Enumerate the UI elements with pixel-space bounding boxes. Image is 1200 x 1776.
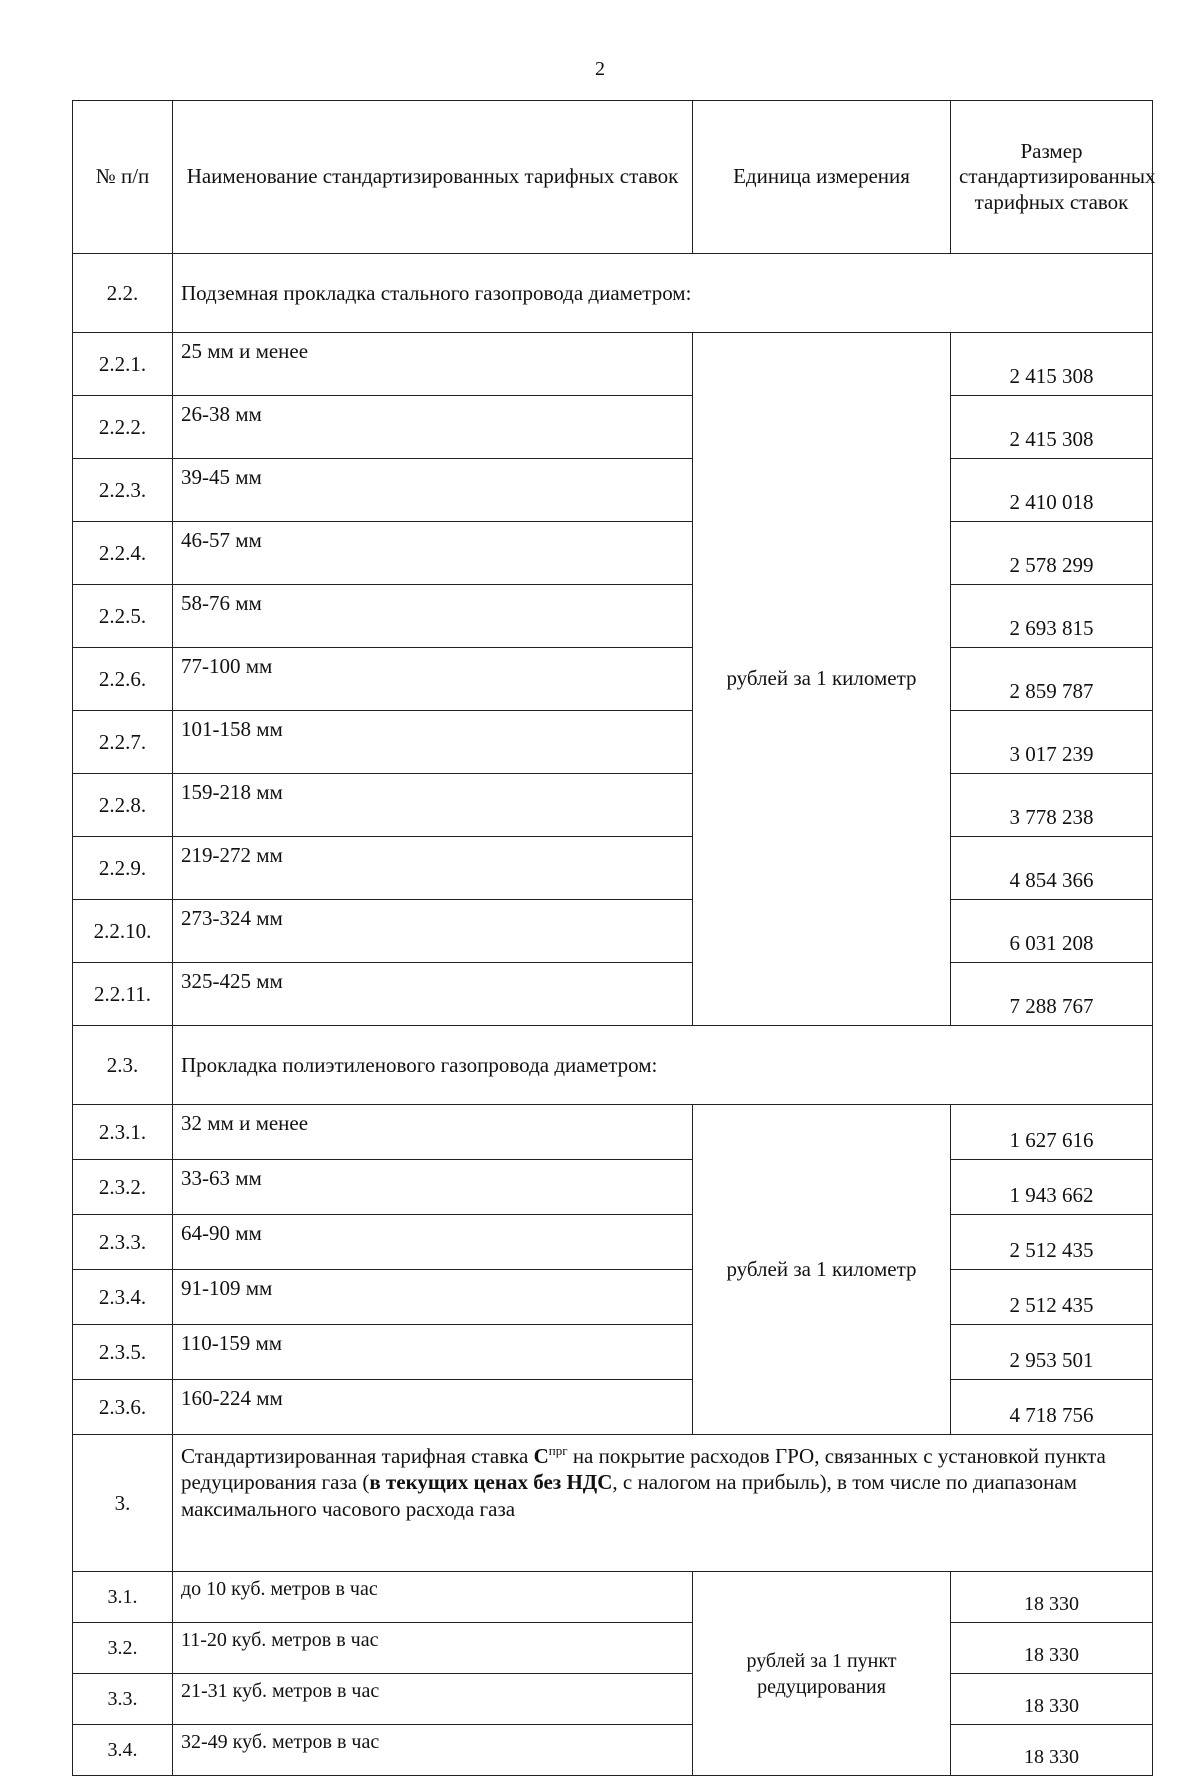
section-3-description [173, 1435, 1153, 1572]
row-name: 273-324 мм [173, 900, 693, 963]
row-number: 2.3.4. [73, 1270, 173, 1325]
row-number: 2.3.3. [73, 1215, 173, 1270]
row-number: 2.2.10. [73, 900, 173, 963]
row-name: 325-425 мм [173, 963, 693, 1026]
table-row [73, 522, 1153, 585]
table-row [73, 585, 1153, 648]
row-number: 3.1. [73, 1572, 173, 1623]
row-number: 3.3. [73, 1674, 173, 1725]
row-name: 46-57 мм [173, 522, 693, 585]
row-number: 2.3.5. [73, 1325, 173, 1380]
section-3-number: 3. [73, 1435, 173, 1572]
table-row [73, 963, 1153, 1026]
row-value: 2 415 308 [951, 333, 1153, 396]
section-2-2-title: Подземная прокладка стального газопровода диаметром: [173, 254, 1153, 333]
row-name: 25 мм и менее [173, 333, 693, 396]
section-3-symbol-sup: прг [548, 1443, 568, 1458]
row-value: 2 859 787 [951, 648, 1153, 711]
table-row [73, 1572, 1153, 1623]
row-number: 2.3.2. [73, 1160, 173, 1215]
header-unit: Единица измерения [693, 101, 951, 254]
row-number: 2.2.6. [73, 648, 173, 711]
row-number: 2.2.5. [73, 585, 173, 648]
section-2-3-number: 2.3. [73, 1026, 173, 1105]
table-row [73, 1674, 1153, 1725]
row-name: 77-100 мм [173, 648, 693, 711]
table-row [73, 1160, 1153, 1215]
row-name: 64-90 мм [173, 1215, 693, 1270]
row-value: 3 017 239 [951, 711, 1153, 774]
row-value: 2 512 435 [951, 1215, 1153, 1270]
unit-cell-polyethylene: рублей за 1 километр [693, 1105, 951, 1435]
section-2-3-title: Прокладка полиэтиленового газопровода диаметром: [173, 1026, 1153, 1105]
row-number: 3.2. [73, 1623, 173, 1674]
row-number: 2.3.1. [73, 1105, 173, 1160]
section-2-2-number: 2.2. [73, 254, 173, 333]
row-name: 91-109 мм [173, 1270, 693, 1325]
row-number: 2.2.8. [73, 774, 173, 837]
section-3-symbol: С [533, 1444, 549, 1468]
table-row [73, 648, 1153, 711]
row-name: 32-49 куб. метров в час [173, 1725, 693, 1776]
row-name: 58-76 мм [173, 585, 693, 648]
row-value: 2 512 435 [951, 1270, 1153, 1325]
row-value: 2 578 299 [951, 522, 1153, 585]
row-number: 2.2.11. [73, 963, 173, 1026]
row-value: 18 330 [951, 1623, 1153, 1674]
row-number: 2.3.6. [73, 1380, 173, 1435]
header-value: Размер стандартизированных тарифных ставок [951, 101, 1153, 254]
tariff-table [72, 100, 1156, 1776]
table-row [73, 459, 1153, 522]
table-header-row [73, 101, 1153, 254]
table-row [73, 333, 1153, 396]
row-value: 1 943 662 [951, 1160, 1153, 1215]
table-row [73, 1725, 1153, 1776]
row-value: 6 031 208 [951, 900, 1153, 963]
section-3-row [73, 1435, 1153, 1572]
section-3-text-before: Стандартизированная тарифная ставка [181, 1444, 534, 1468]
row-number: 2.2.9. [73, 837, 173, 900]
row-value: 2 410 018 [951, 459, 1153, 522]
row-value: 2 953 501 [951, 1325, 1153, 1380]
row-name: 39-45 мм [173, 459, 693, 522]
table-row [73, 1380, 1153, 1435]
table-row [73, 837, 1153, 900]
table-row [73, 1105, 1153, 1160]
row-name: 110-159 мм [173, 1325, 693, 1380]
row-number: 3.4. [73, 1725, 173, 1776]
row-name: 11-20 куб. метров в час [173, 1623, 693, 1674]
row-number: 2.2.3. [73, 459, 173, 522]
row-value: 2 415 308 [951, 396, 1153, 459]
row-number: 2.2.7. [73, 711, 173, 774]
table-row [73, 1325, 1153, 1380]
unit-cell-steel: рублей за 1 километр [693, 333, 951, 1026]
table-row [73, 774, 1153, 837]
row-value: 4 718 756 [951, 1380, 1153, 1435]
row-name: 160-224 мм [173, 1380, 693, 1435]
section-2-3-row [73, 1026, 1153, 1105]
row-name: 32 мм и менее [173, 1105, 693, 1160]
row-number: 2.2.1. [73, 333, 173, 396]
section-2-2-row [73, 254, 1153, 333]
table-row [73, 900, 1153, 963]
section-3-text-mid: на покрытие расходов ГРО, связанных с установкой пункта редуцирования газа ( [181, 1444, 1106, 1495]
row-name: 159-218 мм [173, 774, 693, 837]
row-value: 3 778 238 [951, 774, 1153, 837]
table-row [73, 1215, 1153, 1270]
row-name: 21-31 куб. метров в час [173, 1674, 693, 1725]
row-name: 101-158 мм [173, 711, 693, 774]
row-value: 18 330 [951, 1572, 1153, 1623]
header-num: № п/п [73, 101, 173, 254]
row-value: 2 693 815 [951, 585, 1153, 648]
table-row [73, 711, 1153, 774]
row-number: 2.2.2. [73, 396, 173, 459]
header-name: Наименование стандартизированных тарифных ставок [173, 101, 693, 254]
row-value: 7 288 767 [951, 963, 1153, 1026]
row-name: 33-63 мм [173, 1160, 693, 1215]
page-number: 2 [595, 58, 605, 80]
section-3-text-after: , с налогом на прибыль), в том числе по диапазонам максимального часового расхода газа [181, 1470, 1077, 1521]
table-row [73, 1270, 1153, 1325]
row-value: 1 627 616 [951, 1105, 1153, 1160]
row-value: 18 330 [951, 1725, 1153, 1776]
section-3-text-bold: в текущих ценах без НДС [369, 1470, 613, 1495]
row-name: 219-272 мм [173, 837, 693, 900]
row-value: 18 330 [951, 1674, 1153, 1725]
table-row [73, 1623, 1153, 1674]
row-number: 2.2.4. [73, 522, 173, 585]
unit-cell-reduction: рублей за 1 пункт редуцирования [693, 1572, 951, 1776]
row-value: 4 854 366 [951, 837, 1153, 900]
row-name: до 10 куб. метров в час [173, 1572, 693, 1623]
row-name: 26-38 мм [173, 396, 693, 459]
table-row [73, 396, 1153, 459]
